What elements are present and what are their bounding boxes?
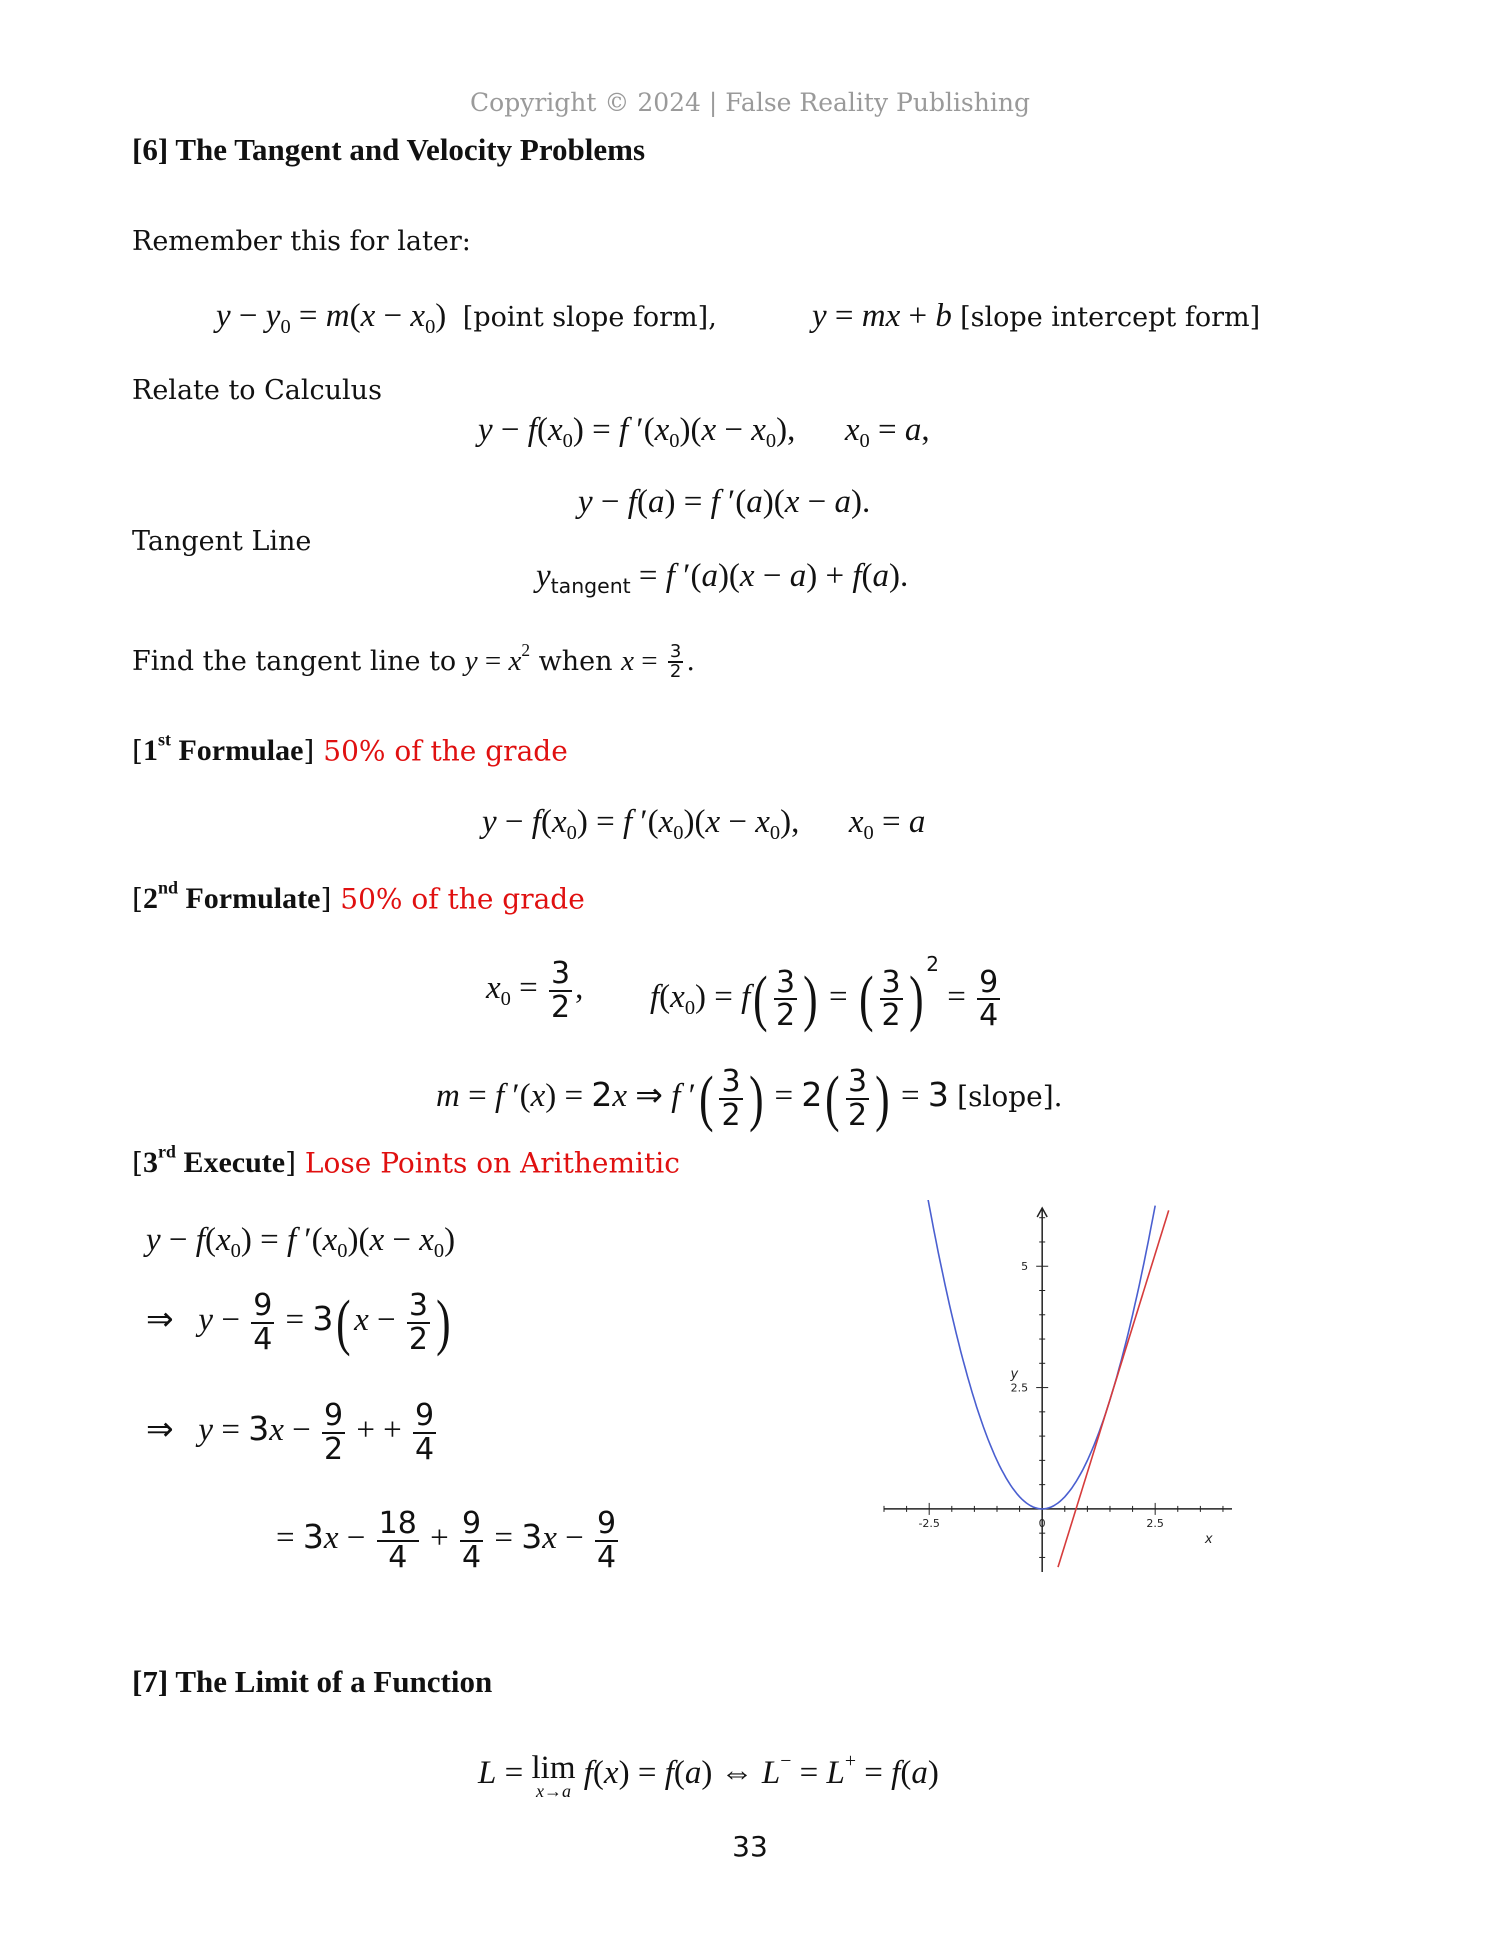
section-6-title: [6] The Tangent and Velocity Problems [132,132,646,167]
execute-line-2: ⇒ y − $\frac{9}{4}$ = 3(x − $\frac{3}{2}$ ) [146,1288,451,1357]
remember-text: Remember this for later: [132,226,471,257]
fraction-three-halves: $\frac{3}{2}$ [669,640,682,683]
step3-heading: [3rd Execute] Lose Points on Arithemitic [132,1142,680,1180]
step2-weight: 50% of the grade [340,882,585,916]
problem-statement: Find the tangent line to $y = x^2$ when x = $\frac{3}{2}$ . [132,640,695,683]
relate-calculus-label: Relate to Calculus [132,375,382,406]
graph-labels [918,1260,1212,1547]
formulae-equation: $y - f(x_0) = f$ $'(x_0)(x - x_0)$, $x_0 = a$ [482,804,926,845]
formulate-x0-equation: $x_0$ = $\frac{3}{2}$ , [486,956,584,1025]
limit-equation: L = lim x→a f(x) = f(a) ⇔ L− = L+ = f(a) [478,1750,939,1801]
problem-when: when [538,645,613,677]
section-7-title: [7] The Limit of a Function [132,1664,493,1699]
execute-line-3: ⇒ y = 3x − $\frac{9}{2}$ + + $\frac{9}{4}$ [146,1398,435,1467]
tangent-line-label: Tangent Line [132,526,312,557]
slope-intercept-label: [slope intercept form] [960,302,1261,333]
slope-equation: m = f ′(x) = 2x ⇒ f ′( $\frac{3}{2}$ ) = 2( $\frac{3}{2}$ ) = 3 [slope]. [436,1064,1063,1133]
tangent-point-equation: $y - f(x_0) = f$ $'(x_0)(x - x_0)$, $x_0 = a$, [478,412,930,453]
y-tick-label: 5 [1021,1260,1029,1274]
x-tick-label: -2.5 [918,1516,940,1530]
point-slope-equation: $y - y_0 = m(x - x_0)$ [point slope form], [216,298,717,339]
y-tick-label: 2.5 [1010,1381,1029,1395]
formulate-fx0-equation: $f(x_0) = f$( $\frac{3}{2}$ ) = ( $\frac{3}{2}$ )$^2$ = $\frac{9}{4}$ [650,952,999,1034]
tangent-line-equation: $y_{tangent} = f$ ′(a)(x − a) + f(a). [536,558,909,599]
execute-line-4: = 3x − $\frac{18}{4}$ + $\frac{9}{4}$ = 3x − $\frac{9}{4}$ [276,1506,617,1575]
step1-weight: 50% of the grade [323,734,568,768]
step1-heading: [1st Formulae] 50% of the grade [132,730,568,768]
x-axis-label: x [1204,1531,1213,1547]
series-line-1 [1058,1210,1169,1567]
execute-line-1: $y - f(x_0) = f$ $'(x_0)(x - x_0)$ [146,1222,456,1263]
problem-prefix: Find the tangent line to [132,645,457,677]
point-slope-label: [point slope form], [462,302,717,333]
slope-intercept-equation: y = mx + b [slope intercept form] [812,298,1261,334]
y-axis-label: y [1010,1366,1019,1382]
page-number: 33 [732,1830,768,1863]
tangent-a-equation: y − f(a) = f ′(a)(x − a). [578,484,871,520]
tangent-subscript: tangent [550,574,631,599]
step2-heading: [2nd Formulate] 50% of the grade [132,878,585,916]
series-line-0 [927,1200,1155,1509]
copyright-header: Copyright © 2024 | False Reality Publishing [470,88,1030,117]
slope-label: [slope]. [957,1080,1063,1114]
graph-curves [927,1200,1169,1567]
tangent-graph [876,1200,1240,1580]
x-tick-label: 2.5 [1146,1516,1164,1530]
step3-weight: Lose Points on Arithemitic [304,1146,680,1180]
x-tick-label: 0 [1038,1516,1046,1530]
